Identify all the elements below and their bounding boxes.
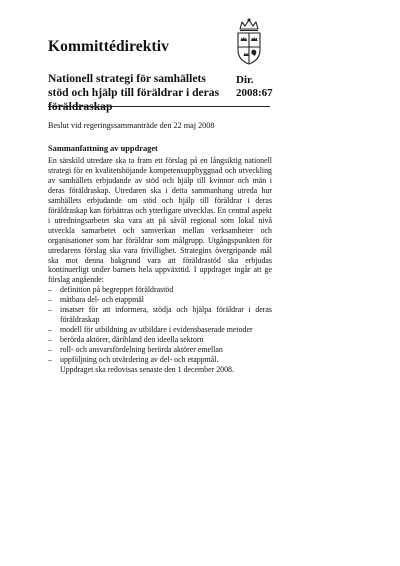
- list-item: [48, 295, 272, 305]
- dash-bullet-icon: –: [48, 285, 52, 295]
- directive-number-block: [236, 74, 273, 100]
- dir-label: Dir.: [236, 74, 254, 86]
- summary-paragraph: En särskild utredare ska ta fram ett förslag på en långsiktig nationell strategi för en kvalitetshöjande kompetensuppbyggnad och utveckling av samhällets erbjudande av stöd och hjälp till kvinnor och män i deras föräldraskap. Utredaren ska i detta sammanhang utreda hur samhällets erbjudande om stöd och hjälp till föräldrar i deras föräldraskap kan förbättras och ytterligare utvecklas. En central aspekt i utredningsarbetet ska vara att på såväl regional som lokal nivå utveckla samarbetet och samverkan mellan verksamheter och organisationer som har föräldrar som målgrupp. Utgångspunkten för utredarens förslag ska vara frivillighet. Strategins övergripande mål ska mot denna bakgrund vara att föräldrastöd ska erbjudas kontinuerligt under barnets hela uppväxttid. I uppdraget ingår att ge förslag angående:: [48, 156, 272, 285]
- directive-title: Nationell strategi för samhällets stöd och hjälp till föräldrar i deras föräldraskap: [48, 72, 220, 113]
- dir-number: 2008:67: [236, 87, 273, 99]
- decision-line: Beslut vid regeringssammanträde den 22 maj 2008: [48, 121, 215, 130]
- dash-bullet-icon: –: [48, 305, 52, 315]
- list-item-text: definition på begreppet föräldrastöd: [60, 285, 174, 295]
- list-item: [48, 335, 272, 345]
- list-item: [48, 285, 272, 295]
- deadline-sentence: Uppdraget ska redovisas senaste den 1 december 2008.: [60, 365, 234, 375]
- list-item-text: roll- och ansvarsfördelning berörda aktörer emellan: [60, 345, 223, 355]
- dash-bullet-icon: –: [48, 345, 52, 355]
- summary-heading: Sammanfattning av uppdraget: [48, 144, 158, 153]
- header-divider: [48, 106, 270, 107]
- list-item-text: insatser för att informera, stödja och hjälpa föräldrar i deras föräldraskap: [60, 305, 272, 325]
- list-item: [48, 345, 272, 355]
- list-item-text: berörda aktörer, däribland den ideella sektorn: [60, 335, 204, 345]
- list-item-text: uppföljning och utvärdering av del- och etappmål.: [60, 355, 219, 365]
- list-item: [48, 305, 272, 325]
- assignment-list: [48, 285, 272, 365]
- summary-body: [48, 156, 272, 375]
- list-item-text: modell för utbildning av utbildare i evidensbaserade metoder: [60, 325, 253, 335]
- list-item-text: mätbara del- och etappmål: [60, 295, 144, 305]
- document-type-heading: Kommittédirektiv: [48, 38, 169, 55]
- dash-bullet-icon: –: [48, 325, 52, 335]
- swedish-coat-of-arms-icon: [232, 18, 266, 66]
- list-item: [48, 325, 272, 335]
- dash-bullet-icon: –: [48, 335, 52, 345]
- dash-bullet-icon: –: [48, 295, 52, 305]
- dash-bullet-icon: –: [48, 355, 52, 365]
- list-item: [48, 355, 272, 365]
